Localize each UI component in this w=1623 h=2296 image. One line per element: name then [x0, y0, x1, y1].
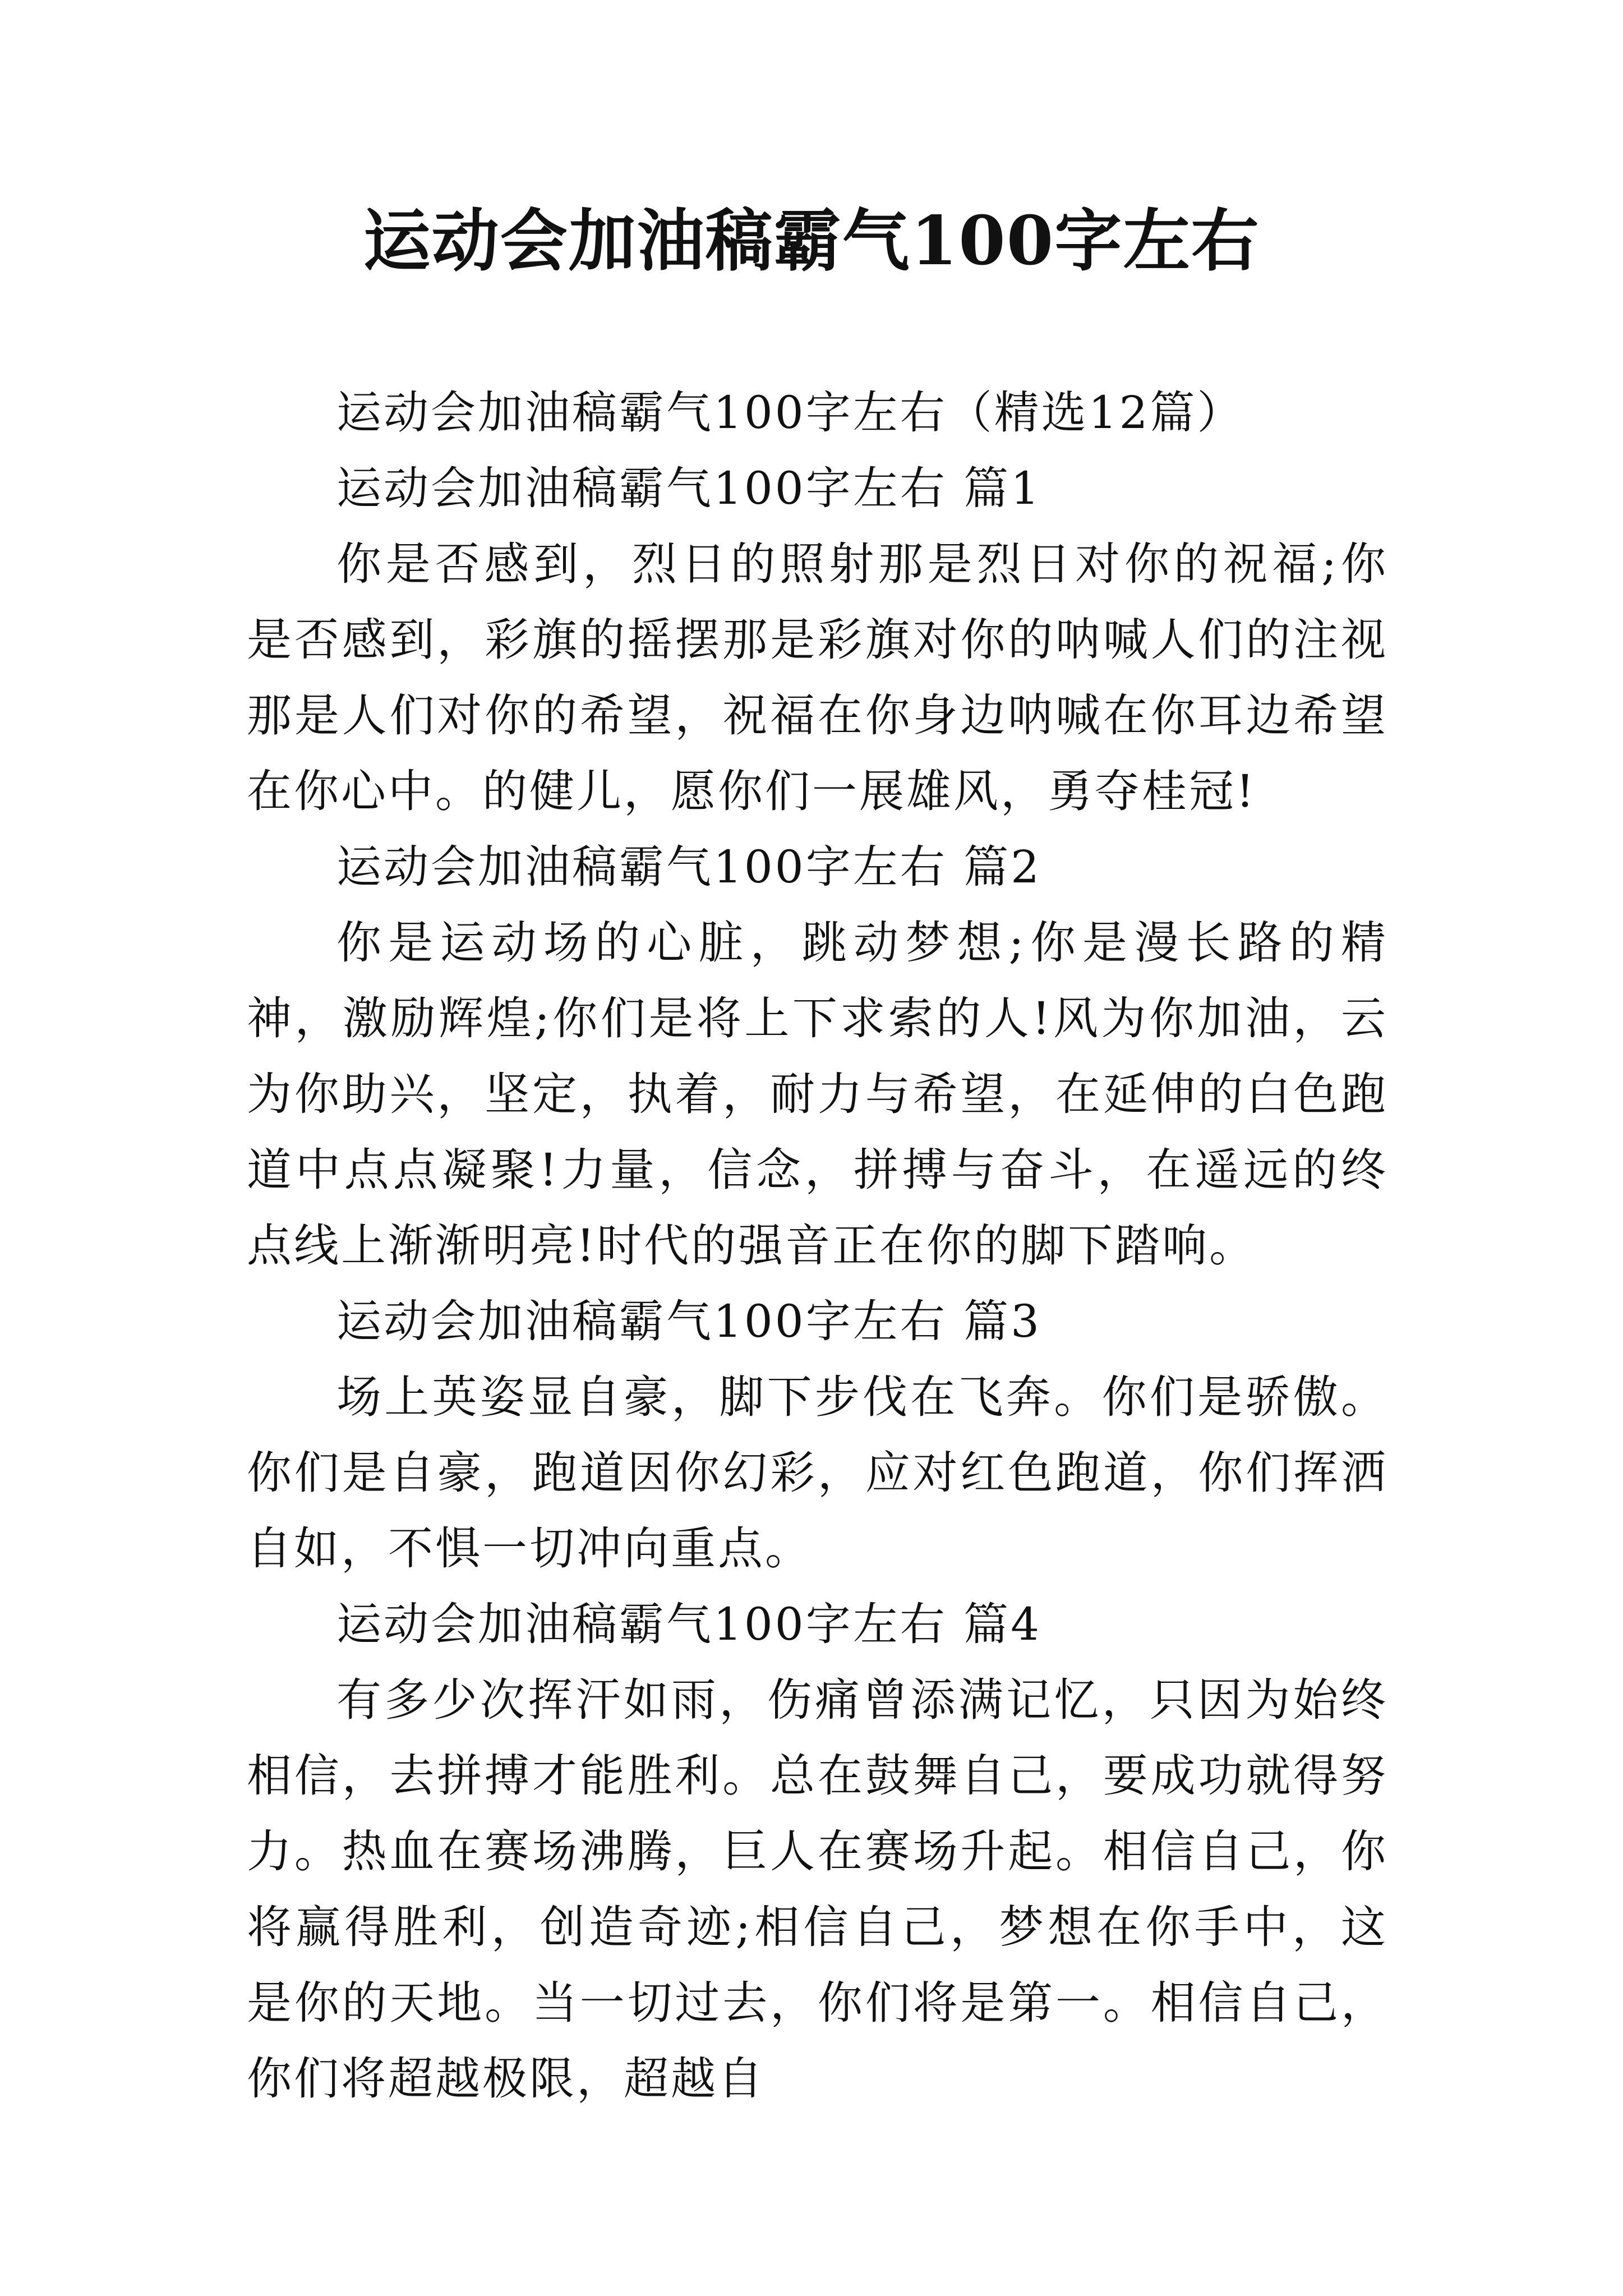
section-paragraph: 你是运动场的心脏，跳动梦想;你是漫长路的精神，激励辉煌;你们是将上下求索的人!风为你加油，云为你助兴，坚定，执着，耐力与希望，在延伸的白色跑道中点点凝聚!力量，信念，拼搏与奋斗，在遥远的终点线上渐渐明亮!时代的强音正在你的脚下踏响。	[247, 917, 1388, 1272]
document-subtitle: 运动会加油稿霸气100字左右（精选12篇）	[336, 386, 1244, 439]
section-paragraph: 有多少次挥汗如雨，伤痛曾添满记忆，只因为始终相信，去拼搏才能胜利。总在鼓舞自己，要成功就得努力。热血在赛场沸腾，巨人在赛场升起。相信自己，你将赢得胜利，创造奇迹;相信自己，梦想在你手中，这是你的天地。当一切过去，你们将是第一。相信自己，你们将超越极限，超越自	[247, 1674, 1388, 2105]
page-title: 运动会加油稿霸气100字左右	[363, 201, 1260, 280]
section-paragraph: 场上英姿显自豪，脚下步伐在飞奔。你们是骄傲。你们是自豪，跑道因你幻彩，应对红色跑道，你们挥洒自如，不惧一切冲向重点。	[247, 1371, 1388, 1575]
section-heading: 运动会加油稿霸气100字左右 篇4	[336, 1598, 1042, 1650]
section-heading: 运动会加油稿霸气100字左右 篇1	[336, 462, 1042, 514]
section-heading: 运动会加油稿霸气100字左右 篇2	[336, 841, 1042, 893]
document-body	[247, 375, 1388, 2116]
section-paragraph: 你是否感到，烈日的照射那是烈日对你的祝福;你是否感到，彩旗的摇摆那是彩旗对你的呐喊人们的注视那是人们对你的希望，祝福在你身边呐喊在你耳边希望在你心中。的健儿，愿你们一展雄风，勇夺桂冠!	[247, 538, 1388, 817]
section-heading: 运动会加油稿霸气100字左右 篇3	[336, 1295, 1042, 1347]
